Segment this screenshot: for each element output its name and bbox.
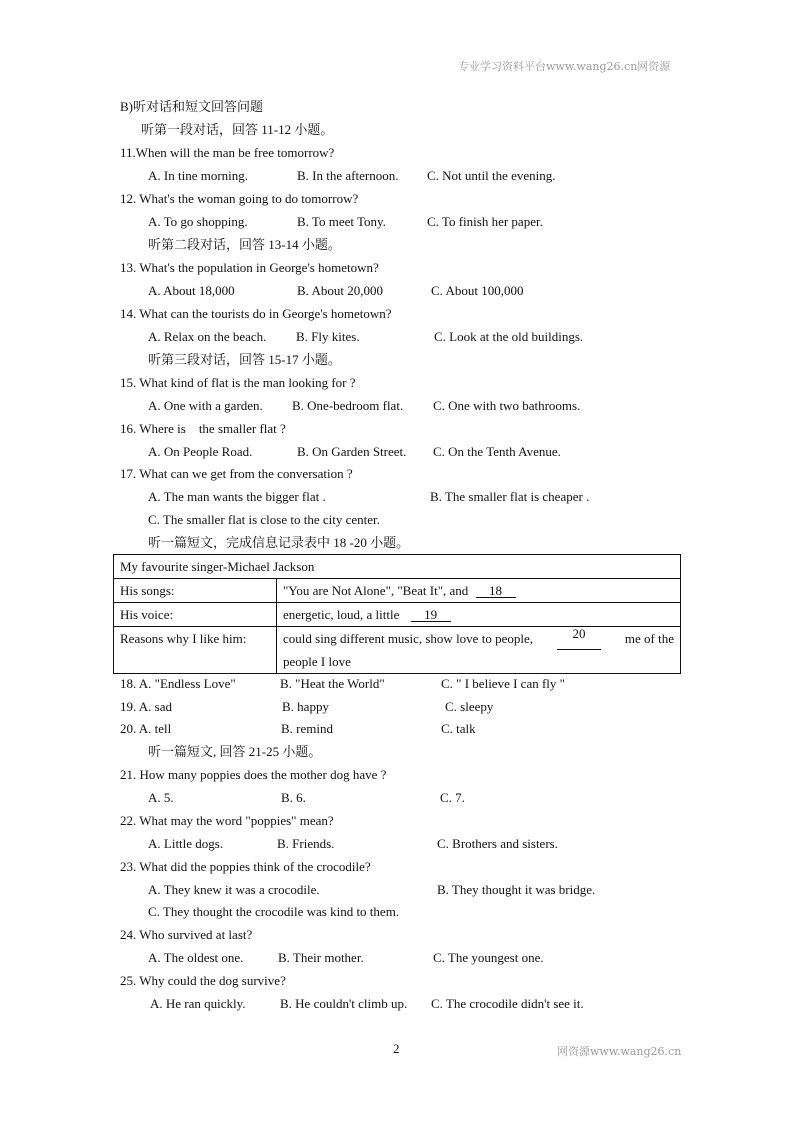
question-17: 17. What can we get from the conversation ? bbox=[120, 466, 353, 481]
row-text-after: me of the bbox=[624, 631, 674, 646]
table-title: My favourite singer-Michael Jackson bbox=[114, 555, 681, 579]
option-a: 19. A. sad bbox=[120, 699, 172, 714]
question-14: 14. What can the tourists do in George's hometown? bbox=[120, 306, 392, 321]
info-table bbox=[113, 554, 681, 674]
option-a: A. They knew it was a crocodile. bbox=[148, 882, 320, 897]
option-b: B. On Garden Street. bbox=[297, 444, 407, 459]
row-content bbox=[277, 627, 681, 674]
option-a: A. About 18,000 bbox=[148, 283, 235, 298]
option-b: B. happy bbox=[282, 699, 329, 714]
row-text: energetic, loud, a little bbox=[283, 607, 400, 622]
option-c: C. To finish her paper. bbox=[427, 214, 543, 229]
footer-watermark: 网资源www.wang26.cn bbox=[557, 1045, 682, 1058]
option-c: C. About 100,000 bbox=[431, 283, 524, 298]
option-b: B. Fly kites. bbox=[296, 329, 360, 344]
option-c: C. The smaller flat is close to the city center. bbox=[148, 512, 380, 527]
row-label: Reasons why I like him: bbox=[114, 627, 277, 674]
option-a: A. He ran quickly. bbox=[150, 996, 246, 1011]
option-c: C. 7. bbox=[440, 790, 465, 805]
option-c: C. The crocodile didn't see it. bbox=[431, 996, 584, 1011]
instruction: 听一篇短文, 回答 21-25 小题。 bbox=[148, 744, 322, 759]
option-b: B. The smaller flat is cheaper . bbox=[430, 489, 590, 504]
option-b: B. About 20,000 bbox=[297, 283, 383, 298]
row-content bbox=[277, 603, 681, 627]
question-12: 12. What's the woman going to do tomorrow? bbox=[120, 191, 359, 206]
instruction: 听第二段对话，回答 13-14 小题。 bbox=[148, 237, 341, 252]
row-text: could sing different music, show love to people, bbox=[283, 631, 533, 646]
table-row bbox=[114, 627, 681, 674]
table-title-row bbox=[114, 555, 681, 579]
option-b: B. Their mother. bbox=[278, 950, 364, 965]
question-23: 23. What did the poppies think of the crocodile? bbox=[120, 859, 371, 874]
option-a: A. To go shopping. bbox=[148, 214, 248, 229]
option-c: C. Brothers and sisters. bbox=[437, 836, 558, 851]
row-label: His songs: bbox=[114, 579, 277, 603]
option-b: B. "Heat the World" bbox=[280, 676, 385, 691]
header-watermark: 专业学习资料平台www.wang26.cn网资源 bbox=[458, 60, 671, 73]
option-a: 18. A. "Endless Love" bbox=[120, 676, 236, 691]
option-c: C. talk bbox=[441, 721, 476, 736]
section-title: B)听对话和短文回答问题 bbox=[120, 99, 264, 114]
option-a: A. Relax on the beach. bbox=[148, 329, 267, 344]
option-a: A. Little dogs. bbox=[148, 836, 224, 851]
question-25: 25. Why could the dog survive? bbox=[120, 973, 286, 988]
page-number: 2 bbox=[393, 1041, 400, 1056]
option-b: B. They thought it was bridge. bbox=[437, 882, 596, 897]
question-13: 13. What's the population in George's hometown? bbox=[120, 260, 379, 275]
option-c: C. Look at the old buildings. bbox=[434, 329, 584, 344]
option-c: C. " I believe I can fly " bbox=[441, 676, 565, 691]
option-a: A. In tine morning. bbox=[148, 168, 249, 183]
blank-19: 19 bbox=[411, 608, 451, 622]
option-a: A. The man wants the bigger flat . bbox=[148, 489, 326, 504]
option-c: C. One with two bathrooms. bbox=[433, 398, 581, 413]
question-21: 21. How many poppies does the mother dog have ? bbox=[120, 767, 387, 782]
row-text: "You are Not Alone", "Beat It", and bbox=[283, 583, 469, 598]
option-a: A. The oldest one. bbox=[148, 950, 244, 965]
option-b: B. In the afternoon. bbox=[297, 168, 399, 183]
option-b: B. He couldn't climb up. bbox=[280, 996, 408, 1011]
option-b: B. To meet Tony. bbox=[297, 214, 386, 229]
option-c: C. The youngest one. bbox=[433, 950, 544, 965]
question-16: 16. Where is the smaller flat ? bbox=[120, 421, 286, 436]
option-a: 20. A. tell bbox=[120, 721, 172, 736]
instruction: 听一篇短文，完成信息记录表中 18 -20 小题。 bbox=[148, 535, 410, 550]
blank-20: 20 bbox=[557, 627, 601, 650]
instruction: 听第一段对话，回答 11-12 小题。 bbox=[141, 122, 334, 137]
option-b: B. 6. bbox=[281, 790, 306, 805]
question-11: 11.When will the man be free tomorrow? bbox=[120, 145, 335, 160]
option-a: A. On People Road. bbox=[148, 444, 253, 459]
row-label: His voice: bbox=[114, 603, 277, 627]
option-c: C. They thought the crocodile was kind to them. bbox=[148, 904, 400, 919]
table-row bbox=[114, 603, 681, 627]
row-content bbox=[277, 579, 681, 603]
question-22: 22. What may the word "poppies" mean? bbox=[120, 813, 334, 828]
blank-18: 18 bbox=[476, 584, 516, 598]
question-24: 24. Who survived at last? bbox=[120, 927, 253, 942]
option-b: B. remind bbox=[281, 721, 333, 736]
option-b: B. One-bedroom flat. bbox=[292, 398, 404, 413]
option-a: A. 5. bbox=[148, 790, 174, 805]
option-c: C. On the Tenth Avenue. bbox=[433, 444, 561, 459]
option-b: B. Friends. bbox=[277, 836, 335, 851]
table-row bbox=[114, 579, 681, 603]
row-text-line2: people I love bbox=[283, 654, 351, 669]
question-15: 15. What kind of flat is the man looking for ? bbox=[120, 375, 356, 390]
instruction: 听第三段对话，回答 15-17 小题。 bbox=[148, 352, 341, 367]
option-a: A. One with a garden. bbox=[148, 398, 263, 413]
option-c: C. sleepy bbox=[445, 699, 494, 714]
option-c: C. Not until the evening. bbox=[427, 168, 556, 183]
